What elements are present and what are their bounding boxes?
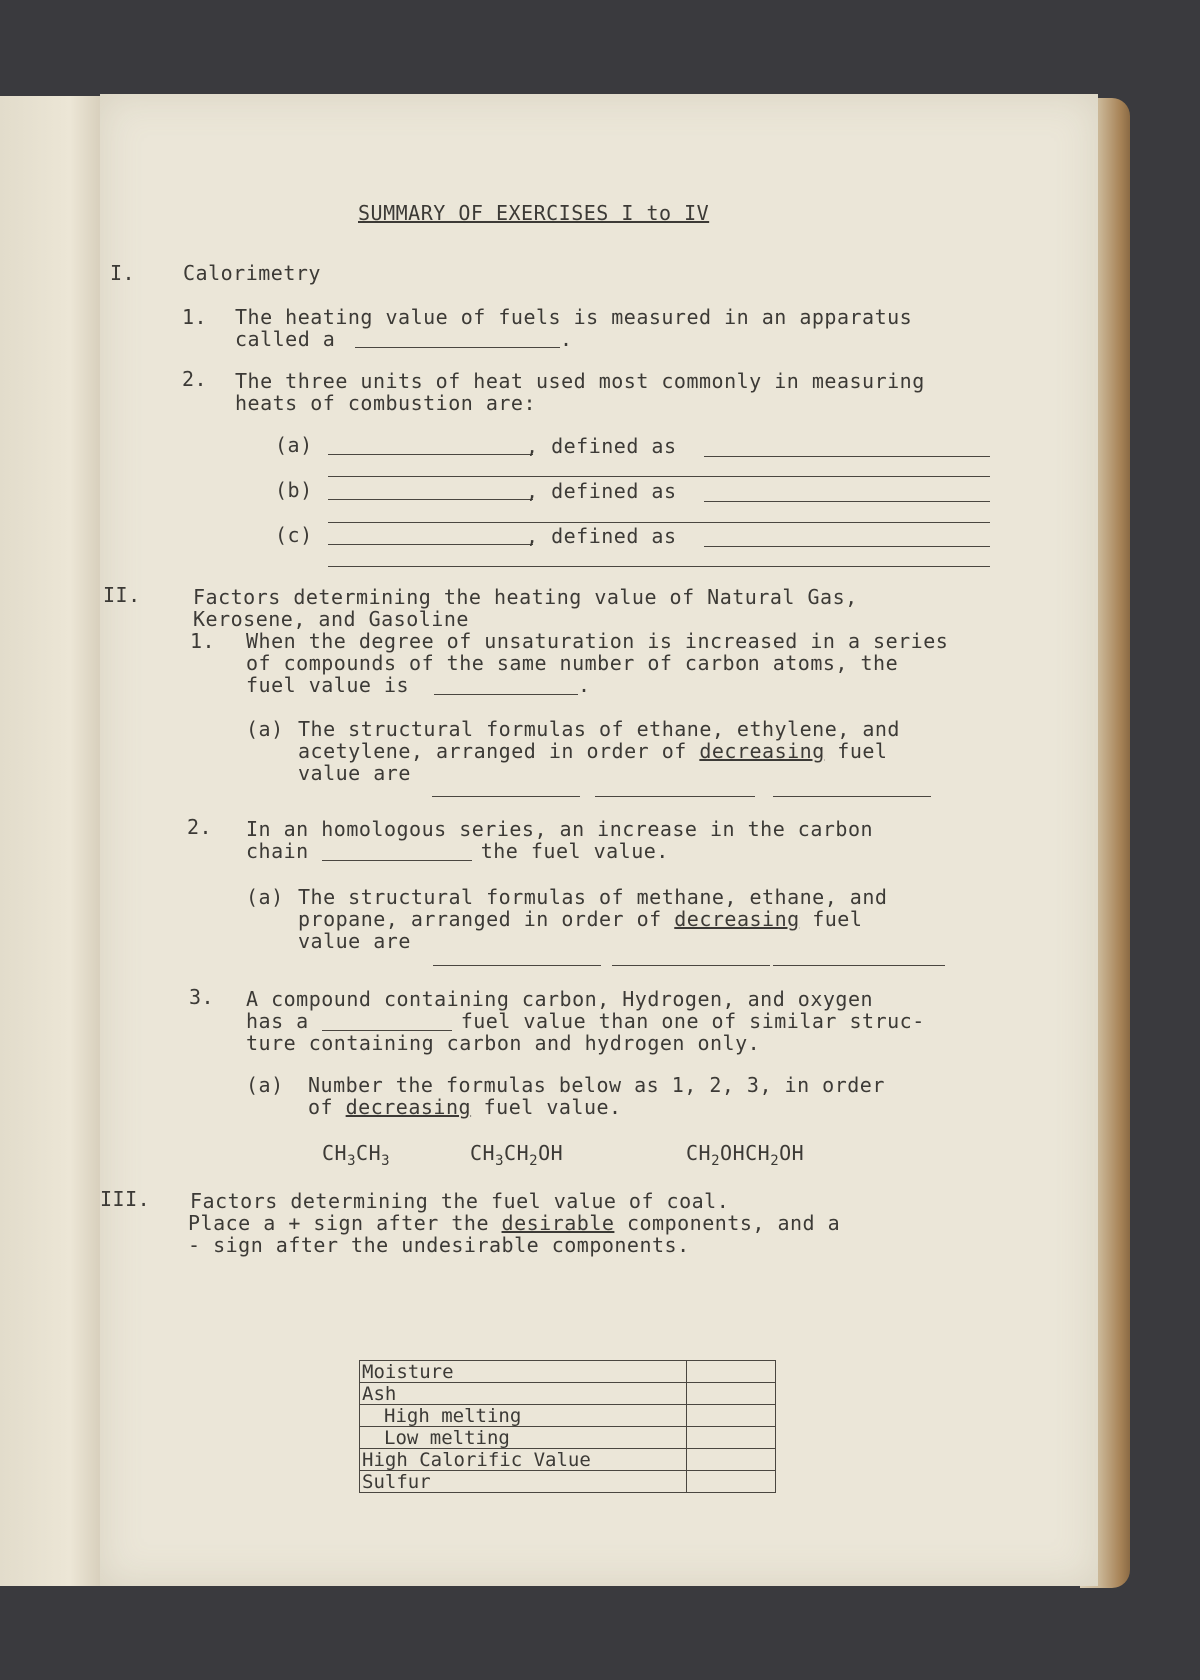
q1-2-line2: heats of combustion are: bbox=[235, 391, 536, 415]
answer-blank bbox=[328, 544, 533, 545]
table-cell-answer[interactable] bbox=[687, 1427, 776, 1449]
q2-3-line2 bbox=[246, 1010, 925, 1032]
q2-2a-label: (a) bbox=[246, 885, 284, 909]
answer-blank bbox=[704, 456, 990, 457]
answer-blank bbox=[328, 566, 990, 567]
document-page bbox=[100, 94, 1098, 1586]
answer-blank bbox=[432, 796, 580, 797]
table-cell-answer[interactable] bbox=[687, 1361, 776, 1383]
q2-3-line3: ture containing carbon and hydrogen only. bbox=[246, 1031, 761, 1055]
answer-blank bbox=[328, 522, 990, 523]
text-segment: has a bbox=[246, 1009, 309, 1033]
q2-3-number: 3. bbox=[189, 985, 215, 1009]
table-row bbox=[360, 1361, 776, 1383]
table-cell-answer[interactable] bbox=[687, 1471, 776, 1493]
q2-3a-line2 bbox=[308, 1096, 622, 1118]
text-segment: acetylene, arranged in order of bbox=[298, 739, 687, 763]
section-1-heading: Calorimetry bbox=[183, 261, 321, 285]
text-segment: propane, arranged in order of bbox=[298, 907, 662, 931]
item-a-defined: , defined as bbox=[526, 434, 677, 458]
q2-2a-line2 bbox=[298, 908, 862, 930]
table-cell-label: Low melting bbox=[360, 1427, 687, 1449]
q1-2-number: 2. bbox=[182, 367, 208, 391]
q2-2-line1: In an homologous series, an increase in the carbon bbox=[246, 817, 874, 841]
q2-3a-line1: Number the formulas below as 1, 2, 3, in order bbox=[308, 1073, 885, 1097]
q2-1-line2: of compounds of the same number of carbon atoms, the bbox=[246, 651, 899, 675]
q2-2-line2 bbox=[246, 840, 669, 862]
item-c-label: (c) bbox=[275, 523, 313, 547]
answer-blank bbox=[322, 860, 472, 861]
section-3-line3: - sign after the undesirable components. bbox=[188, 1233, 690, 1257]
answer-blank bbox=[773, 965, 945, 966]
answer-blank bbox=[433, 965, 601, 966]
formula-ethanol: $CH_3CH_2OH$ bbox=[470, 1141, 564, 1169]
q1-2-line1: The three units of heat used most commonly in measuring bbox=[235, 369, 925, 393]
underlined-word: decreasing bbox=[345, 1095, 472, 1119]
section-3-line2 bbox=[188, 1212, 840, 1234]
item-a-label: (a) bbox=[275, 433, 313, 457]
table-cell-label: High Calorific Value bbox=[360, 1449, 687, 1471]
answer-blank bbox=[328, 476, 990, 477]
section-2-number: II. bbox=[103, 583, 141, 607]
q2-3a-label: (a) bbox=[246, 1073, 284, 1097]
text-segment: chain bbox=[246, 839, 309, 863]
q2-3-line1: A compound containing carbon, Hydrogen, and oxygen bbox=[246, 987, 874, 1011]
table-cell-label: Sulfur bbox=[360, 1471, 687, 1493]
section-2-heading-line2: Kerosene, and Gasoline bbox=[193, 607, 469, 631]
q1-1-line2: called a bbox=[235, 327, 336, 351]
q2-2a-line3: value are bbox=[298, 929, 411, 953]
q2-1a-line3: value are bbox=[298, 761, 411, 785]
table-row bbox=[360, 1383, 776, 1405]
coal-components-table bbox=[359, 1360, 776, 1493]
answer-blank bbox=[595, 796, 755, 797]
answer-blank bbox=[434, 694, 578, 695]
text-segment: fuel value. bbox=[483, 1095, 622, 1119]
answer-blank bbox=[355, 347, 560, 348]
text-segment: components, and a bbox=[626, 1211, 841, 1235]
underlined-word: desirable bbox=[501, 1211, 615, 1235]
table-row bbox=[360, 1471, 776, 1493]
text-segment: the fuel value. bbox=[480, 839, 669, 863]
text-segment: fuel value than one of similar struc- bbox=[460, 1009, 925, 1033]
q1-1-number: 1. bbox=[182, 305, 208, 329]
answer-blank bbox=[704, 546, 990, 547]
item-b-defined: , defined as bbox=[526, 479, 677, 503]
q2-1a-label: (a) bbox=[246, 717, 284, 741]
underlined-word: decreasing bbox=[674, 907, 800, 931]
answer-blank bbox=[612, 965, 770, 966]
section-2-heading-line1: Factors determining the heating value of Natural Gas, bbox=[193, 585, 858, 609]
q2-1-line1: When the degree of unsaturation is increased in a series bbox=[246, 629, 949, 653]
text-segment: Place a + sign after the bbox=[188, 1211, 489, 1235]
table-cell-label: Ash bbox=[360, 1383, 687, 1405]
underlined-word: decreasing bbox=[699, 739, 825, 763]
q2-1-line3: fuel value is bbox=[246, 673, 410, 697]
q1-1-period: . bbox=[560, 327, 573, 351]
table-cell-label: High melting bbox=[360, 1405, 687, 1427]
q2-1-period: . bbox=[578, 673, 591, 697]
q2-1-number: 1. bbox=[190, 629, 216, 653]
section-3-line1: Factors determining the fuel value of coal. bbox=[190, 1189, 730, 1213]
section-3-number: III. bbox=[100, 1187, 151, 1211]
page-title: SUMMARY OF EXERCISES I to IV bbox=[358, 201, 710, 225]
item-b-label: (b) bbox=[275, 478, 313, 502]
answer-blank bbox=[773, 796, 931, 797]
text-segment: of bbox=[308, 1095, 334, 1119]
facing-page bbox=[0, 96, 102, 1586]
text-segment: fuel bbox=[837, 739, 888, 763]
answer-blank bbox=[704, 501, 990, 502]
item-c-defined: , defined as bbox=[526, 524, 677, 548]
q2-1a-line2 bbox=[298, 740, 887, 762]
formula-ethane: $CH_3CH_3$ bbox=[322, 1141, 391, 1169]
table-cell-answer[interactable] bbox=[687, 1449, 776, 1471]
q1-1-line1: The heating value of fuels is measured in an apparatus bbox=[235, 305, 913, 329]
answer-blank bbox=[328, 454, 533, 455]
table-row bbox=[360, 1405, 776, 1427]
q2-1a-line1: The structural formulas of ethane, ethylene, and bbox=[298, 717, 900, 741]
q2-2-number: 2. bbox=[187, 815, 213, 839]
text-segment: fuel bbox=[812, 907, 863, 931]
table-cell-answer[interactable] bbox=[687, 1405, 776, 1427]
answer-blank bbox=[328, 499, 533, 500]
formula-ethylene-glycol: $CH_2OHCH_2OH$ bbox=[686, 1141, 805, 1169]
table-row bbox=[360, 1449, 776, 1471]
table-row bbox=[360, 1427, 776, 1449]
q2-2a-line1: The structural formulas of methane, ethane, and bbox=[298, 885, 888, 909]
table-cell-label: Moisture bbox=[360, 1361, 687, 1383]
table-cell-answer[interactable] bbox=[687, 1383, 776, 1405]
section-1-number: I. bbox=[110, 261, 136, 285]
